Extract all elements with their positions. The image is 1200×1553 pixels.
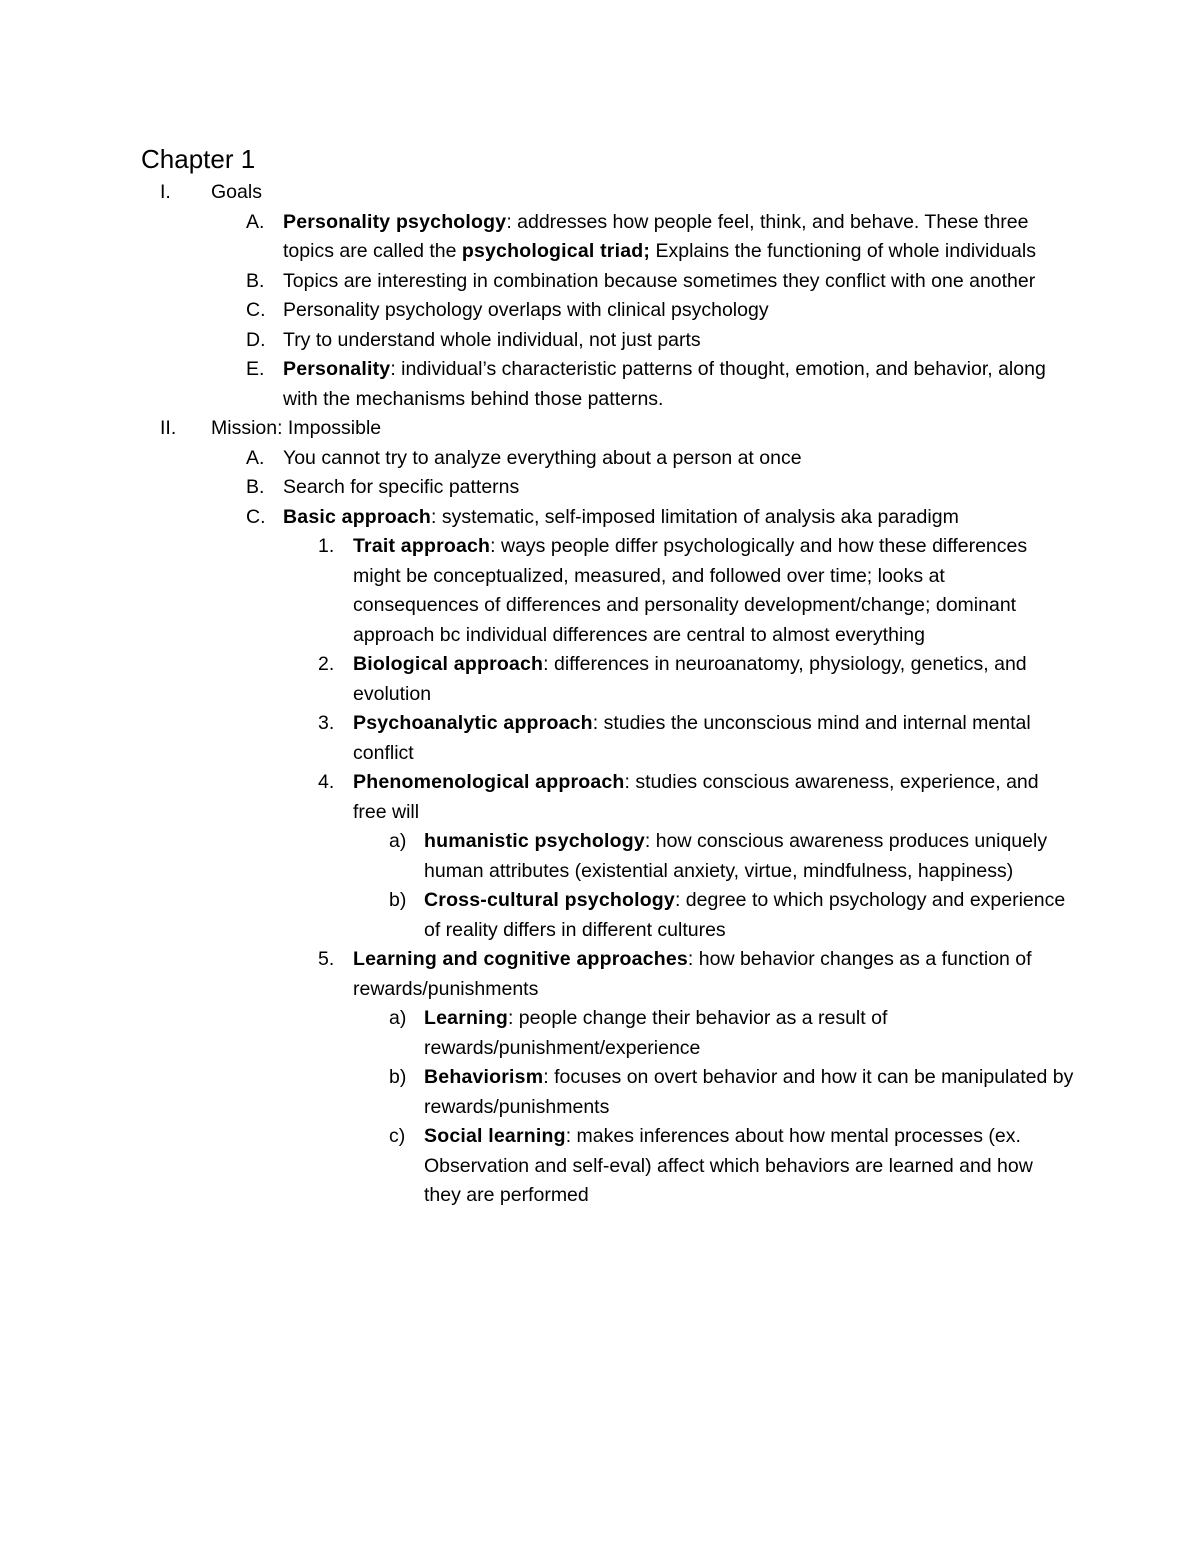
item-text [424,1122,1074,1211]
item-text: Try to understand whole individual, not just parts [283,328,701,351]
item-marker: 5. [318,948,335,970]
section-item [0,414,1200,444]
item-term: Learning and cognitive approaches [353,948,688,970]
item-body: : people change their behavior as a result of rewards/punishment/experience [424,1007,888,1059]
item-text [424,886,1074,945]
list-item [0,326,1200,356]
item-body: : studies conscious awareness, experience, and free will [353,771,1039,823]
item-term: Personality psychology [283,210,507,233]
approach-item [0,945,1200,1004]
item-term: psychological triad; [461,240,651,262]
list-item [0,355,1200,414]
approach-item [0,709,1200,768]
item-marker: A. [246,210,265,233]
item-term: humanistic psychology [424,830,645,852]
item-body: : systematic, self-imposed limitation of analysis aka paradigm [431,505,959,528]
sub-item [0,827,1200,886]
item-text [424,1004,1074,1063]
item-marker: 1. [318,535,335,557]
list-item [0,473,1200,503]
sub-item [0,1122,1200,1211]
section-marker: I. [160,181,171,203]
item-term: Psychoanalytic approach [353,712,593,734]
item-text [283,355,1073,414]
item-text [283,208,1073,267]
item-marker: 2. [318,653,335,675]
item-text: You cannot try to analyze everything about a person at once [283,446,802,469]
item-text: Topics are interesting in combination because sometimes they conflict with one another [283,269,1036,292]
list-item [0,267,1200,297]
item-text: Search for specific patterns [283,476,520,498]
item-marker: c) [389,1125,406,1147]
item-body: : differences in neuroanatomy, physiology, genetics, and evolution [353,653,1027,705]
item-term: Trait approach [353,535,491,557]
item-body: : how behavior changes as a function of rewards/punishments [353,948,1032,1000]
item-text [353,650,1073,709]
item-body: : addresses how people feel, think, and behave. These three topics are called the [283,210,1029,262]
section-label: Mission: Impossible [211,417,382,439]
item-term: Basic approach [283,505,432,528]
item-text [424,827,1074,886]
list-item [0,503,1200,533]
item-text [353,768,1073,827]
approach-item [0,768,1200,827]
outline [0,178,1200,1211]
item-marker: a) [389,830,407,852]
item-term: Biological approach [353,653,544,675]
sub-item [0,1004,1200,1063]
item-marker: B. [246,476,265,498]
item-term: Phenomenological approach [353,771,625,793]
item-text [424,1063,1074,1122]
list-item [0,296,1200,326]
list-item [0,444,1200,474]
item-marker: 3. [318,712,335,734]
page-title: Chapter 1 [141,144,256,174]
sub-item [0,886,1200,945]
item-body: : ways people differ psychologically and how these differences might be conceptualized, measured, and followed over time; looks at consequences of differences and personality development/change; dominant approach bc individual differences are central to almost everything [353,535,1028,646]
approach-item [0,650,1200,709]
item-marker: B. [246,269,265,292]
item-text [353,709,1073,768]
section-marker: II. [160,417,177,439]
list-item [0,208,1200,267]
item-term: Personality [283,358,391,380]
item-term: Cross-cultural psychology [424,889,675,911]
item-body: : individual’s characteristic patterns of thought, emotion, and behavior, along with the mechanisms behind those patterns. [283,358,1046,410]
item-marker: A. [246,446,265,469]
item-marker: C. [246,299,266,321]
item-marker: b) [389,1066,407,1088]
item-marker: a) [389,1007,407,1029]
item-marker: D. [246,328,266,351]
item-marker: b) [389,889,407,911]
item-marker: C. [246,505,266,528]
section-item [0,178,1200,208]
item-text [353,945,1073,1004]
item-body: : degree to which psychology and experience of reality differs in different cultures [424,889,1066,941]
item-term: Learning [424,1007,508,1029]
item-term: Behaviorism [424,1066,544,1088]
item-body: : makes inferences about how mental processes (ex. Observation and self-eval) affect which behaviors are learned and how they are performed [424,1125,1033,1206]
item-body: Explains the functioning of whole individuals [650,240,1036,262]
item-term: Social learning [424,1125,566,1147]
item-text [283,503,1073,533]
sub-item [0,1063,1200,1122]
item-marker: 4. [318,771,335,793]
item-marker: E. [246,358,265,380]
item-body: : how conscious awareness produces uniquely human attributes (existential anxiety, virtue, mindfulness, happiness) [424,830,1048,882]
approach-item [0,532,1200,650]
item-body: : focuses on overt behavior and how it can be manipulated by rewards/punishments [424,1066,1074,1118]
section-label: Goals [211,181,262,203]
item-body: : studies the unconscious mind and internal mental conflict [353,712,1031,764]
item-text: Personality psychology overlaps with clinical psychology [283,299,769,321]
item-text [353,532,1073,650]
